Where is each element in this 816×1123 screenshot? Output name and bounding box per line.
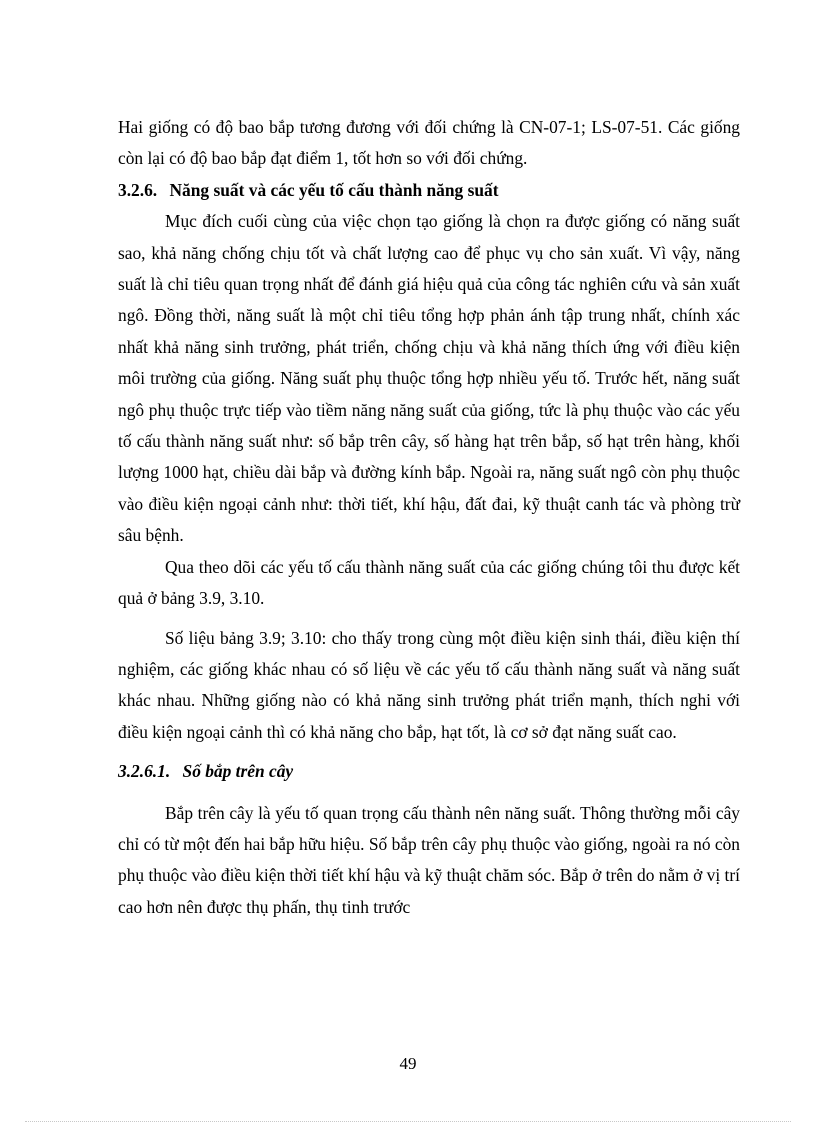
section-number: 3.2.6. [118,179,158,200]
footer-divider [25,1121,791,1122]
paragraph-table-data: Số liệu bảng 3.9; 3.10: cho thấy trong cùng một điều kiện sinh thái, điều kiện thí nghiệm, các giống khác nhau có số liệu về các yếu tố cấu thành năng suất và năng suất khác nhau. Những giống nào có khả năng sinh trưởng phát triển mạnh, thích nghi với điều kiện ngoại cảnh thì có khả năng cho bắp, hạt tốt, là cơ sở đạt năng suất cao. [118,627,740,742]
paragraph-observation: Qua theo dõi các yếu tố cấu thành năng suất của các giống chúng tôi thu được kết quả ở bảng 3.9, 3.10. [118,556,740,609]
paragraph-yield-purpose: Mục đích cuối cùng của việc chọn tạo giống là chọn ra được giống có năng suất sao, khả năng chống chịu tốt và chất lượng cao để phục vụ cho sản xuất. Vì vậy, năng suất là chỉ tiêu quan trọng nhất để đánh giá hiệu quả của công tác nghiên cứu và sản xuất ngô. Đồng thời, năng suất là một chỉ tiêu tổng hợp phản ánh tập trung nhất, chính xác nhất khả năng sinh trưởng, phát triển, chống chịu và khả năng thích ứng với điều kiện môi trường của giống. Năng suất phụ thuộc tổng hợp nhiều yếu tố. Trước hết, năng suất ngô phụ thuộc trực tiếp vào tiềm năng năng suất của giống, tức là phụ thuộc vào các yếu tố cấu thành năng suất như: số bắp trên cây, số hàng hạt trên bắp, số hạt trên hàng, khối lượng 1000 hạt, chiều dài bắp và đường kính bắp. Ngoài ra, năng suất ngô còn phụ thuộc vào điều kiện ngoại cảnh như: thời tiết, khí hậu, đất đai, kỹ thuật canh tác và phòng trừ sâu bệnh. [118,211,740,546]
subsection-title: Số bắp trên cây [182,761,294,782]
section-heading-3-2-6 [118,175,740,206]
section-heading-3-2-6-1 [118,756,740,787]
paragraph-intro: Hai giống có độ bao bắp tương đương với đối chứng là CN-07-1; LS-07-51. Các giống còn lại có độ bao bắp đạt điểm 1, tốt hơn so với đối chứng. [118,117,740,169]
section-title: Năng suất và các yếu tố cấu thành năng suất [169,179,499,200]
subsection-number: 3.2.6.1. [118,761,171,782]
page-body [118,112,740,923]
page-number: 49 [399,1054,417,1073]
paragraph-ears-per-plant: Bắp trên cây là yếu tố quan trọng cấu thành nên năng suất. Thông thường mỗi cây chỉ có từ một đến hai bắp hữu hiệu. Số bắp trên cây phụ thuộc vào giống, ngoài ra nó còn phụ thuộc vào điều kiện thời tiết khí hậu và kỹ thuật chăm sóc. Bắp ở trên do nằm ở vị trí cao hơn nên được thụ phấn, thụ tinh trước [118,802,740,917]
